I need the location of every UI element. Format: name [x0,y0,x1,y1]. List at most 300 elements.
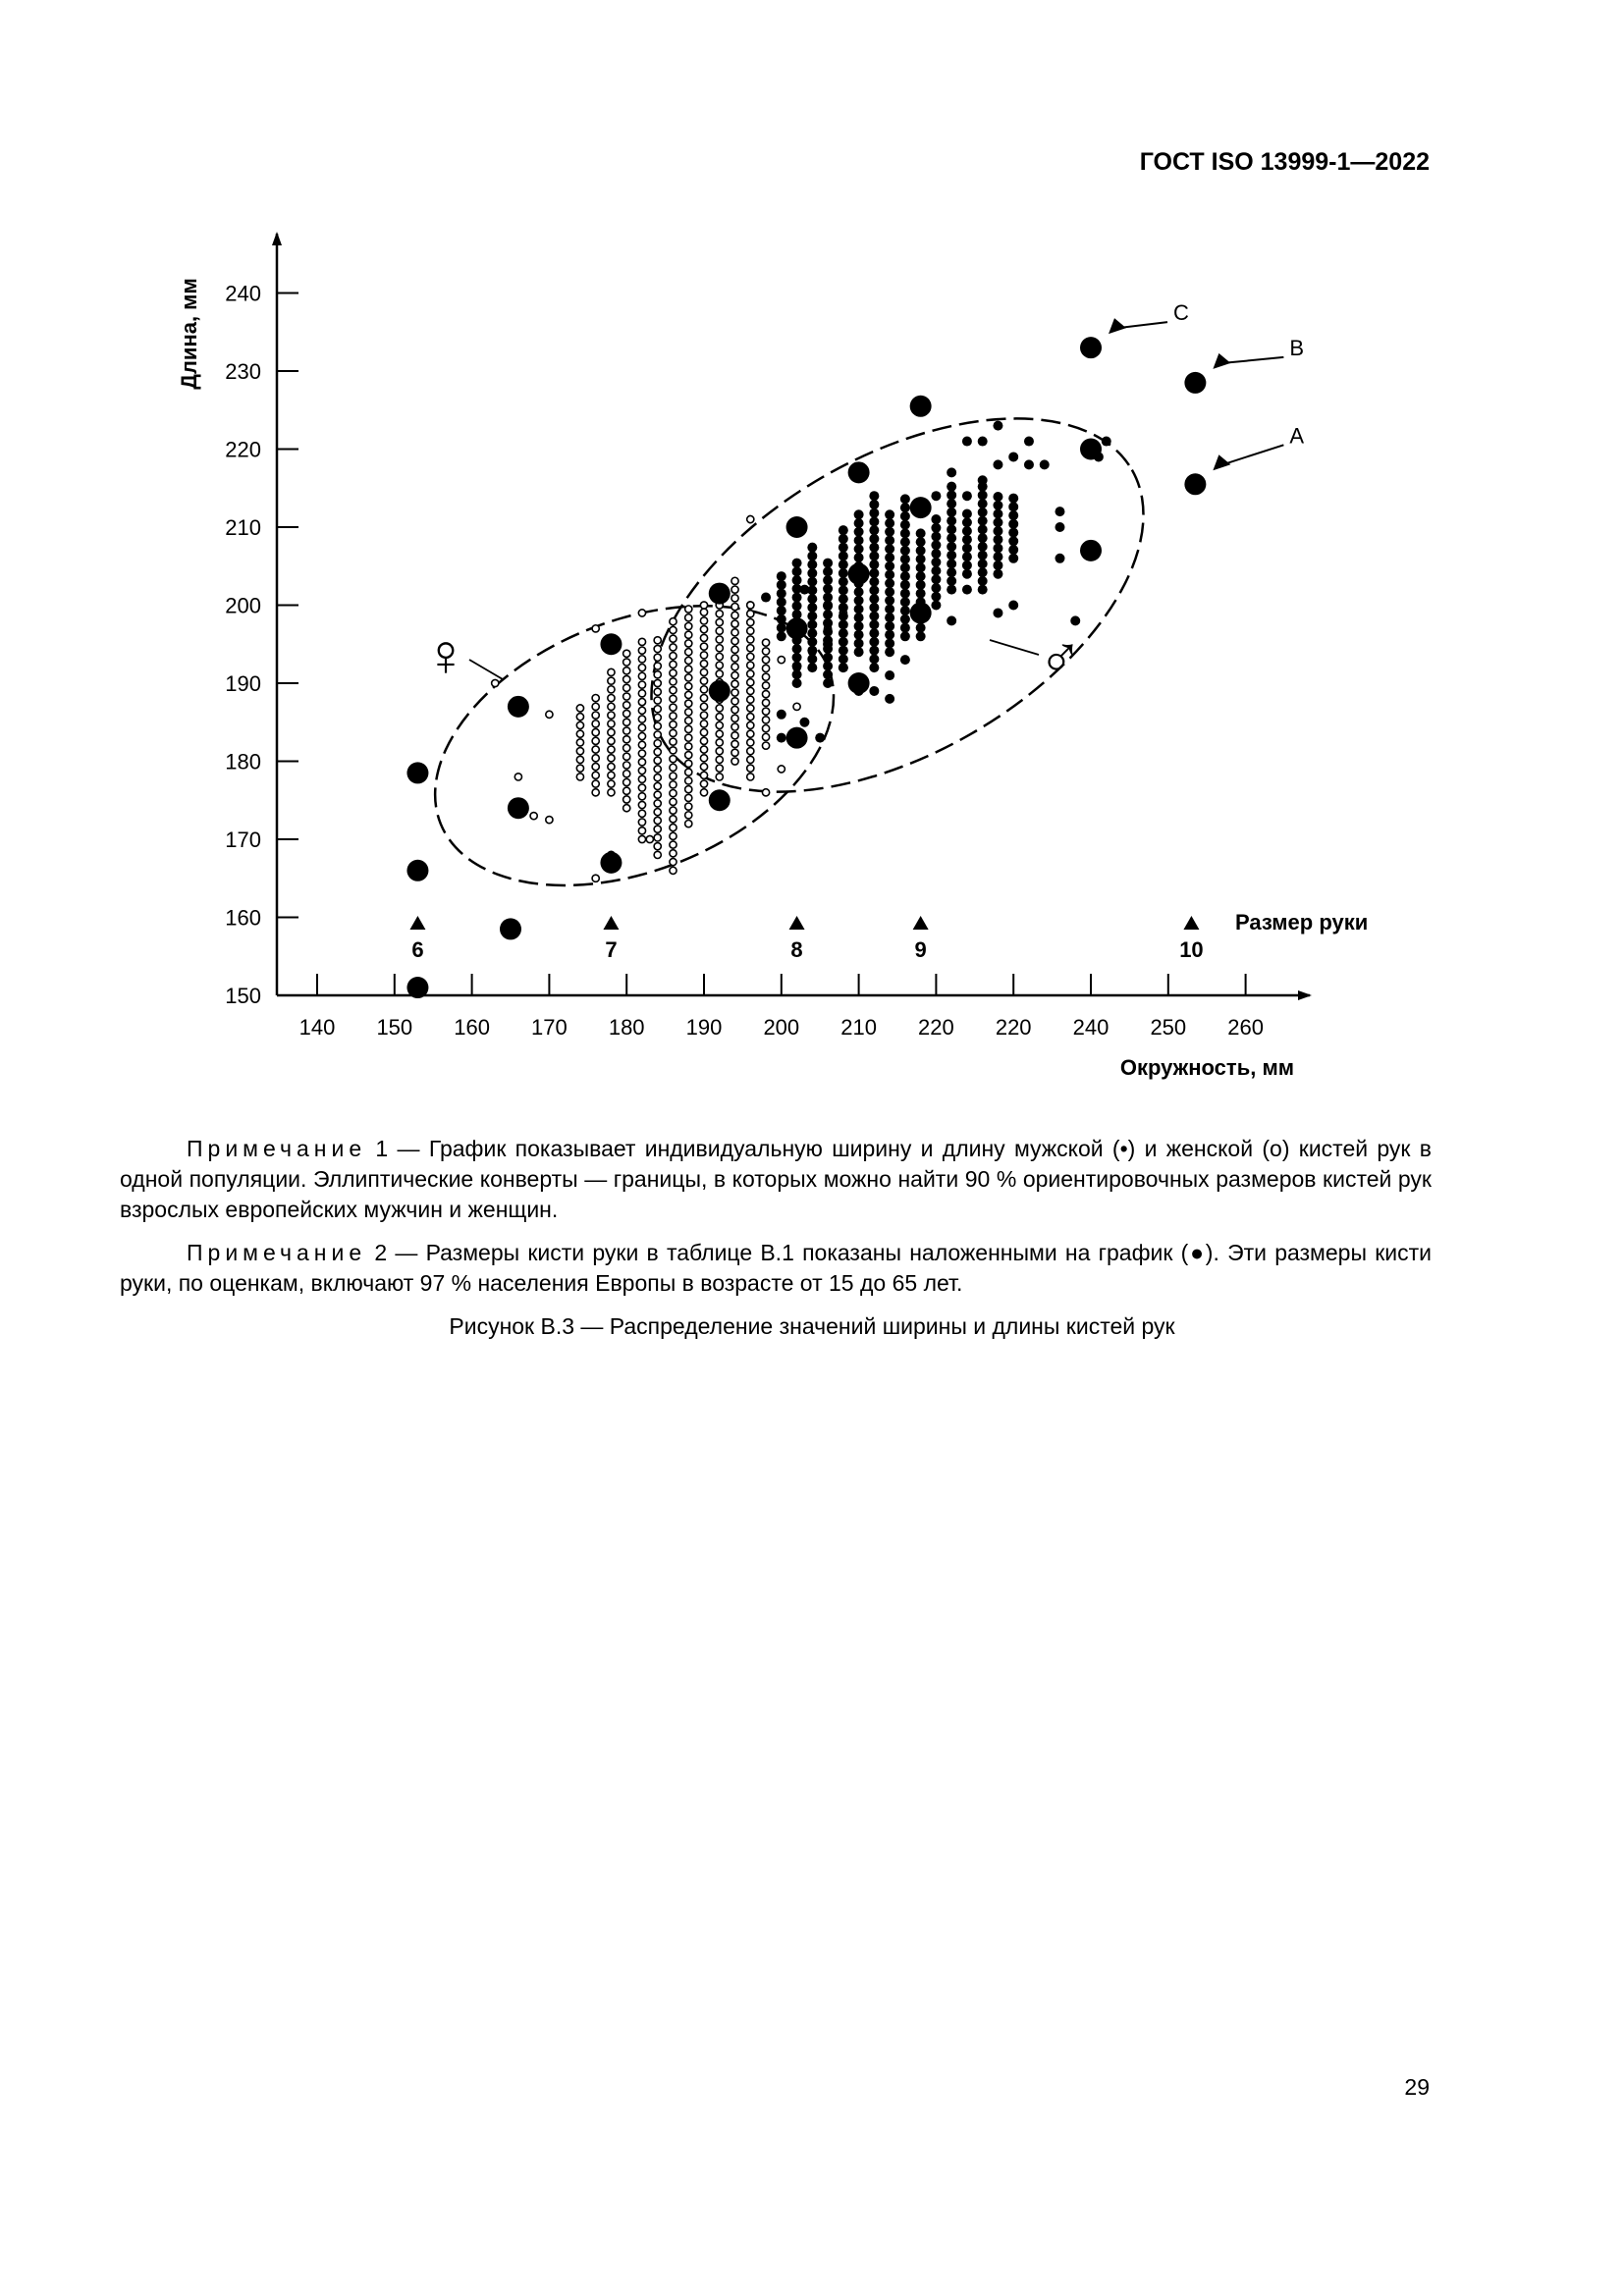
male-point [869,577,879,587]
female-pointer-line [469,660,503,679]
male-point [854,518,864,528]
female-point [716,765,723,772]
female-point [700,712,707,719]
x-tick-label: 190 [685,1015,723,1040]
male-point [869,619,879,629]
female-point [762,648,769,655]
male-point [978,516,988,526]
hand-size-marker [603,916,619,930]
male-point [777,614,786,624]
table-size-point [406,977,428,998]
table-size-point [1080,540,1102,561]
male-point [777,623,786,633]
male-point [854,587,864,597]
female-point [700,643,707,650]
male-point [761,593,771,603]
male-point [978,437,988,447]
female-point [670,661,677,667]
female-point [762,665,769,671]
female-point [638,819,645,826]
female-point [670,867,677,874]
male-point [916,571,926,581]
chart-axes [225,232,1312,1040]
annotation-arrow-head [1213,353,1230,369]
male-point [869,654,879,664]
male-point [947,499,956,508]
male-point [885,621,894,631]
male-point [947,482,956,492]
male-point [885,569,894,579]
male-point [1055,507,1064,516]
female-point [638,647,645,654]
female-point [546,817,553,824]
female-point [670,626,677,633]
male-point [947,585,956,595]
female-point [608,789,615,796]
male-point [993,501,1002,510]
annotation-arrow-line [1222,357,1283,363]
male-point [993,517,1002,527]
male-point [854,638,864,648]
male-point [947,567,956,577]
male-point [900,580,910,590]
female-point [670,850,677,857]
male-point [978,559,988,568]
female-point [654,740,661,747]
female-point [638,759,645,766]
female-point [747,636,754,643]
female-point [576,765,583,772]
female-point [700,652,707,659]
male-point [947,467,956,477]
female-point [608,737,615,744]
female-point [716,670,723,677]
note-1-prefix: Примечание [187,1136,367,1161]
female-point [576,714,583,721]
female-point [685,803,692,810]
male-point [885,604,894,614]
female-point [747,645,754,652]
y-axis-arrow [272,232,282,245]
table-size-point [910,497,932,518]
hand-size-label: 8 [790,937,803,962]
female-point [608,703,615,710]
male-point [947,542,956,552]
female-point [654,671,661,678]
female-point [762,789,769,796]
x-tick-label: 200 [763,1015,800,1040]
female-point [670,635,677,642]
female-point [670,756,677,763]
male-point [993,508,1002,518]
male-point [869,603,879,613]
y-tick-label: 210 [225,515,261,540]
female-point [731,698,738,705]
male-point [1008,519,1018,529]
male-point [900,494,910,504]
female-point [793,703,800,710]
female-point [623,667,630,674]
female-point [747,756,754,763]
male-point [854,509,864,519]
male-point [962,517,972,527]
table-size-point [1184,473,1206,495]
table-size-point [1184,372,1206,394]
female-point [716,714,723,721]
female-point [700,602,707,609]
male-point [947,551,956,561]
female-point [654,706,661,713]
table-size-point [600,852,622,874]
female-point [700,746,707,753]
male-point [777,597,786,607]
male-point [978,585,988,595]
male-point [962,569,972,579]
male-point [839,612,848,621]
female-point [716,653,723,660]
female-point [623,771,630,777]
female-point [592,780,599,787]
female-point [654,809,661,816]
annotation-arrow-head [1213,454,1230,470]
male-point [869,560,879,569]
female-point [530,813,537,820]
female-point [700,617,707,624]
female-point [608,772,615,778]
table-size-point [600,633,622,655]
male-point [1024,437,1034,447]
female-point [731,749,738,756]
female-point [685,718,692,724]
male-point [823,584,833,594]
female-point [608,763,615,770]
female-point [592,763,599,770]
female-point [685,649,692,656]
female-point [731,706,738,713]
female-point [700,755,707,762]
male-point [777,606,786,615]
male-point [869,646,879,656]
female-point [762,717,769,723]
table-size-point [786,727,808,749]
female-point [762,742,769,749]
female-point [670,841,677,848]
male-point [799,718,809,727]
male-point [900,623,910,633]
male-point [792,559,802,568]
female-point [670,738,677,745]
female-point [700,721,707,727]
female-point [592,721,599,727]
female-point [685,640,692,647]
male-point [900,655,910,665]
male-point [916,537,926,547]
male-point [1008,494,1018,504]
male-point [978,524,988,534]
female-point [670,764,677,771]
male-point [900,589,910,599]
female-point [716,636,723,643]
female-point [670,704,677,711]
female-point [685,786,692,793]
x-axis-arrow [1298,990,1312,1000]
female-point [654,731,661,738]
female-point [576,705,583,712]
male-point [900,503,910,512]
female-point [685,691,692,698]
female-point [731,732,738,739]
female-point [638,638,645,645]
female-point [685,777,692,784]
female-point [592,703,599,710]
female-point [623,675,630,682]
y-tick-label: 160 [225,905,261,931]
male-point [993,459,1002,469]
female-point [731,758,738,765]
x-tick-label: 240 [1072,1015,1110,1040]
male-point [839,603,848,613]
male-point [900,597,910,607]
female-point [654,679,661,686]
hand-size-scatter-chart [0,0,1624,1099]
male-point [839,525,848,535]
female-point [700,634,707,641]
female-point [638,775,645,782]
female-point [670,832,677,839]
table-size-point [406,762,428,783]
female-point [576,730,583,737]
male-point [854,630,864,640]
female-point [623,684,630,691]
hand-size-marker [789,916,805,930]
female-point [608,728,615,735]
x-tick-label: 160 [454,1015,490,1040]
table-size-point [508,797,529,819]
female-point [731,671,738,678]
female-point [700,780,707,787]
female-point [685,657,692,664]
female-point [700,763,707,770]
female-point [670,653,677,660]
female-point [670,687,677,694]
female-point [700,772,707,778]
female-point [731,655,738,662]
male-point [839,646,848,656]
female-point [654,748,661,755]
female-point [623,762,630,769]
female-point [716,618,723,625]
annotation-arrow-line [1118,322,1167,328]
female-point [685,794,692,801]
x-tick-label: 220 [995,1015,1032,1040]
male-point [978,475,988,485]
male-point [792,662,802,671]
female-point [592,625,599,632]
figure-caption: Рисунок В.3 — Распределение значений ширины и длины кистей рук [449,1313,1175,1339]
female-point [716,611,723,617]
female-point [608,686,615,693]
female-point [778,657,785,664]
male-point [807,543,817,553]
male-point [931,601,941,611]
male-point [947,559,956,568]
female-point [747,730,754,737]
male-point [931,540,941,550]
male-point [792,644,802,654]
male-point [807,612,817,621]
hand-size-marker [409,916,425,930]
female-point [638,724,645,731]
female-point [762,733,769,740]
male-point [854,604,864,614]
male-point [962,552,972,561]
male-point [916,528,926,538]
female-point [654,791,661,798]
female-point [731,586,738,593]
chart-points [406,337,1206,998]
female-point [700,626,707,633]
male-point [931,549,941,559]
male-point [807,637,817,647]
male-point [854,647,864,657]
female-point [731,637,738,644]
female-point [638,835,645,842]
male-point [916,546,926,556]
female-point [654,782,661,789]
female-point [685,821,692,828]
hand-size-label: 9 [914,937,927,962]
male-point [885,638,894,648]
male-point [947,524,956,534]
male-point [962,585,972,595]
male-point [823,653,833,663]
male-point [931,566,941,576]
female-point [731,664,738,670]
female-point [654,826,661,832]
female-point [638,801,645,808]
male-point [1008,502,1018,511]
female-point [623,787,630,794]
female-point [670,798,677,805]
female-point [492,679,499,686]
male-point [854,613,864,622]
annotation-arrow-line [1222,445,1283,464]
female-point [670,816,677,823]
male-point [839,628,848,638]
male-point [823,610,833,619]
male-point [839,568,848,578]
female-point [700,703,707,710]
table-size-point [786,617,808,639]
female-point [762,657,769,664]
female-point [747,774,754,780]
male-point [869,525,879,535]
female-point [685,752,692,759]
female-point [731,689,738,696]
male-point [869,508,879,518]
male-point [777,733,786,743]
annotation-label: B [1289,335,1305,360]
male-point [978,551,988,561]
female-point [654,697,661,704]
male-point [916,555,926,564]
male-point [993,526,1002,536]
male-point [885,578,894,588]
female-point [700,677,707,684]
hand-size-marker [913,916,929,930]
x-tick-label: 170 [531,1015,568,1040]
female-point [638,793,645,800]
female-point [623,710,630,717]
male-point [885,587,894,597]
male-point [777,589,786,599]
male-pointer-line [990,640,1039,655]
female-point [747,748,754,755]
male-point [792,669,802,679]
female-point [731,629,738,636]
female-point [685,812,692,819]
female-point [731,715,738,721]
male-point [1024,459,1034,469]
male-point [931,558,941,567]
hand-size-label: 10 [1179,937,1204,962]
male-point [885,509,894,519]
female-point [716,748,723,755]
female-point [623,727,630,734]
female-point [623,778,630,785]
female-point [638,656,645,663]
female-point [747,627,754,634]
chart-labels [177,278,1368,1080]
female-point [685,734,692,741]
female-point [654,722,661,729]
male-point [839,534,848,544]
female-point [623,693,630,700]
female-point [700,695,707,702]
male-point [839,560,848,569]
male-point [978,507,988,517]
female-point [654,766,661,773]
male-point [978,567,988,577]
female-point [747,705,754,712]
female-point [623,650,630,657]
female-point [638,690,645,697]
male-point [823,618,833,628]
male-point [839,543,848,553]
male-point [823,575,833,585]
male-point [993,535,1002,545]
female-point [623,796,630,803]
male-point [885,694,894,704]
male-point [869,612,879,621]
male-point [900,511,910,521]
male-point [854,527,864,537]
male-point [869,585,879,595]
male-point [993,608,1002,617]
male-point [885,630,894,640]
female-point [716,662,723,668]
male-point [962,508,972,518]
male-point [1008,536,1018,546]
female-point [685,666,692,672]
female-point [623,736,630,743]
female-point [638,665,645,671]
male-point [900,520,910,530]
female-point [716,627,723,634]
male-point [807,568,817,578]
table-size-point [709,583,731,605]
female-point [576,748,583,755]
